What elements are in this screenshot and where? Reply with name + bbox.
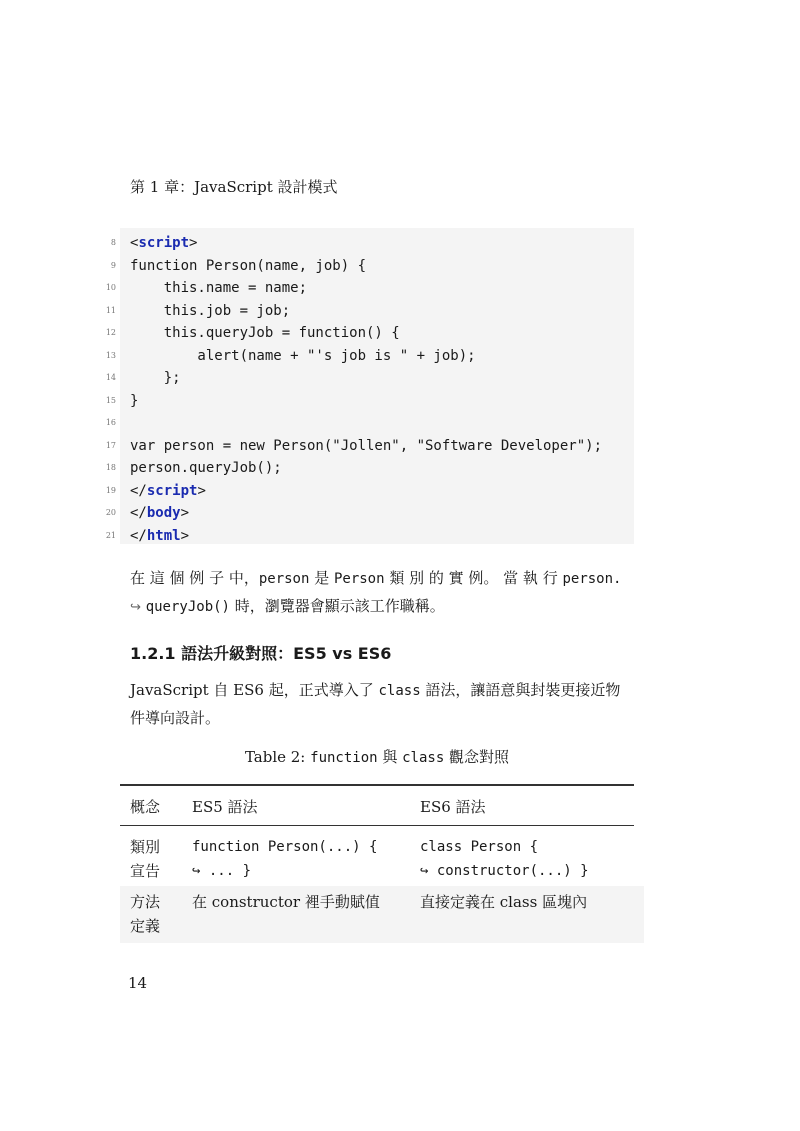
table-row1-concept	[130, 835, 160, 883]
table-row2-concept	[130, 890, 160, 938]
code-text	[130, 345, 476, 367]
code-segment: </	[130, 482, 147, 499]
code-segment: </	[130, 527, 147, 544]
code-segment: >	[180, 505, 190, 521]
running-header: 第 1 章：JavaScript 設計模式	[130, 178, 338, 196]
caption-code-function: function	[310, 750, 378, 766]
code-line	[105, 525, 634, 547]
code-line	[110, 232, 634, 254]
para2-line2: 件導向設計。	[130, 709, 221, 727]
para2-text: JavaScript 自 ES6 起，正式導入了	[130, 681, 379, 699]
line-number: 14	[105, 373, 116, 382]
line-number: 12	[105, 328, 116, 337]
code-segment: this.name = name;	[130, 280, 308, 296]
table-row1-es6	[420, 835, 589, 883]
code-keyword: html	[146, 527, 181, 544]
code-text	[130, 525, 189, 547]
line-number: 21	[105, 530, 116, 540]
inline-code-class: class	[378, 683, 421, 699]
code-line	[105, 480, 634, 502]
code-text	[130, 390, 138, 412]
code-segment: >	[189, 235, 198, 251]
section-title: 1.2.1 語法升級對照：ES5 vs ES6	[130, 644, 392, 663]
code-segment: >	[197, 482, 206, 499]
code-segment: </	[130, 505, 147, 521]
page-number: 14	[128, 974, 148, 992]
para1-text: 在 這 個 例 子 中，	[130, 569, 259, 587]
code-segment: <	[130, 235, 139, 251]
caption-label: Table 2:	[244, 748, 311, 766]
code-segment: }	[130, 392, 139, 409]
row1-es5-line1: function Person(...) {	[192, 839, 378, 855]
code-line	[105, 367, 634, 389]
caption-suffix: 觀念對照	[444, 748, 510, 766]
line-number: 10	[105, 283, 116, 292]
code-segment: function Person(name, job) {	[130, 257, 367, 274]
table-header-es5: ES5 語法	[192, 798, 258, 816]
code-line	[105, 502, 634, 524]
code-line	[105, 345, 634, 367]
table-header-rule	[120, 825, 634, 826]
code-text	[130, 232, 197, 254]
caption-mid: 與	[377, 748, 403, 766]
line-number: 20	[105, 508, 116, 517]
code-segment: >	[180, 527, 190, 544]
code-text	[130, 300, 290, 322]
table-header-es6: ES6 語法	[420, 798, 486, 816]
code-text	[130, 367, 181, 389]
code-text	[130, 502, 189, 524]
code-text	[130, 322, 400, 344]
table-row2-es6: 直接定義在 class 區塊內	[420, 893, 588, 911]
code-text	[130, 277, 307, 299]
line-number: 13	[105, 350, 116, 360]
code-text	[130, 255, 366, 277]
code-keyword: script	[138, 235, 190, 251]
code-line	[105, 457, 634, 479]
line-number: 11	[105, 305, 116, 315]
code-keyword: body	[146, 505, 181, 521]
line-number: 19	[105, 485, 116, 495]
para1-text-mid: 是	[309, 569, 334, 587]
table-row1-es5	[192, 835, 377, 883]
code-segment: alert(name + "'s job is " + job);	[130, 347, 476, 364]
inline-code-person: person	[258, 571, 310, 587]
code-segment: person.queryJob();	[130, 460, 282, 476]
code-segment: var person = new Person("Jollen", "Software Developer");	[130, 437, 603, 454]
table-caption	[120, 746, 634, 767]
row1-es5-line2: ↪ ... }	[192, 863, 252, 879]
row1-es6-line1: class Person {	[420, 839, 539, 855]
code-line	[105, 277, 634, 299]
code-keyword: script	[146, 482, 198, 499]
line-number: 8	[110, 238, 116, 247]
table-top-rule	[120, 784, 634, 786]
row1-es6-line2: ↪ constructor(...) }	[420, 863, 589, 879]
code-text	[130, 435, 602, 457]
line-number: 17	[105, 440, 116, 450]
code-text	[130, 480, 206, 502]
row2-concept-line2: 定義	[130, 917, 161, 935]
inline-code-Person: Person	[333, 571, 385, 587]
caption-code-class: class	[402, 750, 445, 766]
table-header-concept: 概念	[130, 798, 161, 816]
line-number: 16	[105, 418, 116, 427]
para2-text-suffix: 語法，讓語意與封裝更接近物	[420, 681, 621, 699]
code-line	[105, 322, 634, 344]
line-number: 15	[105, 395, 116, 405]
paragraph-person-instance	[130, 565, 638, 621]
inline-code-person-dot: person.	[562, 571, 622, 587]
para1-text-mid2: 類 別 的 實 例。 當 執 行	[384, 569, 563, 587]
line-number: 18	[105, 463, 116, 472]
row2-concept-line1: 方法	[130, 893, 161, 911]
line-number: 9	[110, 260, 116, 270]
para1-text-suffix: 時，瀏覽器會顯示該工作職稱。	[229, 597, 445, 615]
code-segment: this.job = job;	[130, 302, 291, 319]
code-segment: };	[130, 370, 181, 386]
inline-code-queryjob: queryJob()	[145, 599, 230, 615]
row1-concept-line2: 宣告	[130, 862, 161, 880]
table-row2-es5: 在 constructor 裡手動賦值	[192, 893, 380, 911]
code-block	[105, 228, 634, 544]
paragraph-es6-class	[130, 677, 638, 732]
wrap-arrow-icon: ↪	[130, 600, 141, 615]
code-line	[105, 300, 634, 322]
code-line	[110, 255, 634, 277]
code-line	[105, 435, 634, 457]
code-line	[105, 390, 634, 412]
row1-concept-line1: 類別	[130, 838, 161, 856]
code-segment: this.queryJob = function() {	[130, 325, 400, 341]
code-line	[105, 412, 634, 434]
code-text	[130, 457, 282, 479]
